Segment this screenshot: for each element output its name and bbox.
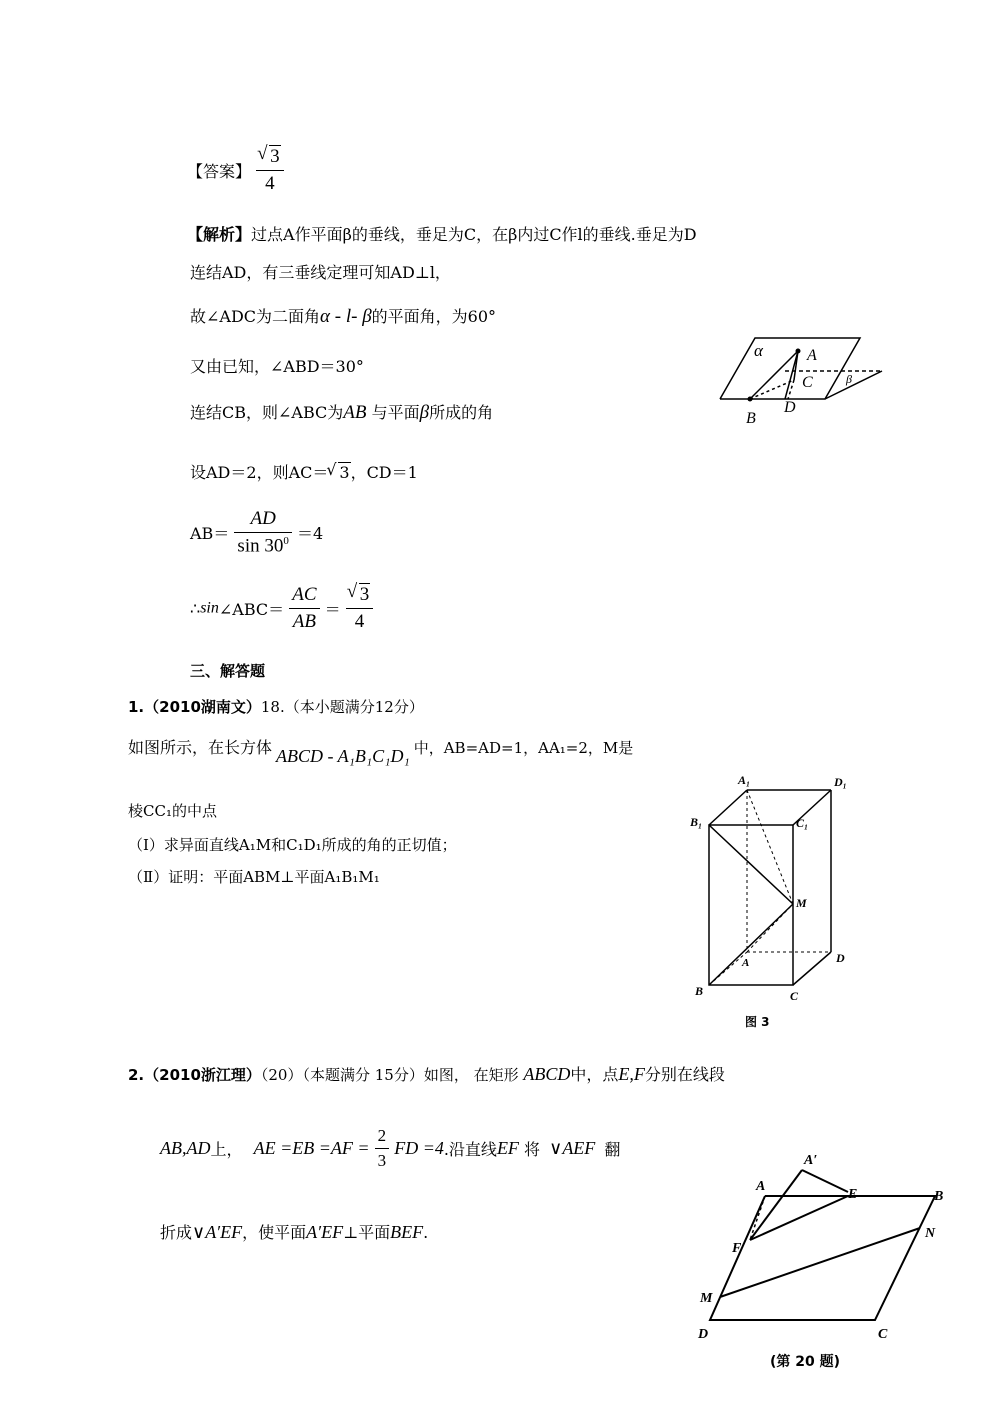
q1-head-rest: 18.（本小题满分12分） <box>260 698 424 716</box>
label-beta: β <box>846 372 852 386</box>
plane-alpha <box>720 338 860 399</box>
analysis-text-1: 过点A作平面β的垂线，垂足为C，在β内过C作l的垂线.垂足为D <box>251 225 697 244</box>
label-d: D <box>836 951 845 965</box>
q2-folded-triangle: ∨A′EF <box>192 1222 243 1242</box>
q1-head: 1.（2010湖南文） <box>128 698 261 716</box>
q1-cuboid: ABCD - A₁B₁C₁D₁ <box>276 746 410 766</box>
analysis-text-5e: 所成的角 <box>429 403 494 422</box>
analysis-frac7-sup: 0 <box>283 535 289 547</box>
analysis-frac8-den: AB <box>289 608 319 633</box>
analysis-text-3a: 故∠ADC为二面角 <box>190 307 321 326</box>
analysis-dihedral: α - l- β <box>320 306 372 327</box>
label-a: A <box>742 957 750 969</box>
label-m: M <box>796 896 807 910</box>
answer-den: 4 <box>256 170 284 195</box>
analysis-frac-8 <box>289 584 319 633</box>
analysis-frac7-den: sin 30 <box>237 535 284 557</box>
analysis-line-3 <box>190 304 496 328</box>
q2-line-2 <box>160 1126 620 1171</box>
label-b1: B₁ <box>690 815 703 829</box>
analysis-eq: ＝ <box>324 600 341 619</box>
label-c: C <box>790 989 799 1003</box>
analysis-text-6a: 设AD＝2，则AC＝ <box>190 463 329 482</box>
label-n: N <box>925 1226 936 1241</box>
analysis-text-6c: ，CD＝1 <box>350 463 418 482</box>
q2-ef: E,F <box>618 1064 645 1084</box>
analysis-text-8c: ∠ABC＝ <box>218 600 285 619</box>
label-c: C <box>802 374 813 391</box>
q2-plane-bef: BEF <box>390 1222 424 1242</box>
q2-fd: FD =4 <box>394 1138 444 1158</box>
label-b: B <box>934 1189 944 1204</box>
label-c: C <box>878 1327 888 1342</box>
q1-heading <box>128 696 424 717</box>
q2-text-2i: 翻 <box>604 1140 621 1159</box>
label-a1: A₁ <box>738 773 751 787</box>
q2-text-3e: ⊥平面 <box>343 1223 391 1242</box>
analysis-ab: AB <box>343 402 367 423</box>
analysis-line-4: 又由已知，∠ABD＝30° <box>190 357 364 376</box>
analysis-line-1 <box>187 222 697 245</box>
label-f: F <box>732 1241 742 1256</box>
point-b <box>748 397 753 402</box>
q1-text-1a: 如图所示，在长方体 <box>128 738 273 757</box>
segment-ef <box>750 1196 848 1240</box>
q2-line-ef: EF <box>496 1138 519 1158</box>
q2-plane-aef: A′EF <box>306 1222 344 1242</box>
cuboid-front <box>709 825 793 985</box>
q1-line-4: （Ⅱ）证明：平面ABM⊥平面A₁B₁M₁ <box>128 868 380 886</box>
segment-a-prime-e <box>802 1170 848 1192</box>
q1-text-1c: 中，AB=AD=1，AA₁=2，M是 <box>413 739 634 757</box>
label-d1: D₁ <box>834 775 847 789</box>
label-a: A <box>807 347 817 364</box>
q2-head: 2.（2010浙江理） <box>128 1066 261 1084</box>
analysis-line-6 <box>190 460 418 483</box>
figure-dihedral <box>710 330 900 440</box>
figure-fold <box>690 1140 960 1380</box>
rectangle-abcd <box>710 1196 935 1320</box>
q1-line-3: （Ⅰ）求异面直线A₁M和C₁D₁所成的角的正切值； <box>128 836 457 854</box>
q2-text-1e: 分别在线段 <box>644 1065 725 1084</box>
q1-line-1 <box>128 735 634 766</box>
edge-cd <box>793 952 831 985</box>
q2-equation: AE =EB =AF = <box>253 1138 370 1158</box>
label-m: M <box>700 1291 713 1306</box>
q2-text-2e: .沿直线 <box>443 1140 497 1159</box>
label-b: B <box>695 984 704 998</box>
answer-num: 3 <box>270 146 280 167</box>
q2-text-2g: 将 <box>524 1140 541 1159</box>
segment-bm <box>709 904 793 985</box>
label-alpha: α <box>754 341 763 360</box>
analysis-line-2: 连结AD，有三垂线定理可知AD⊥l， <box>190 263 451 282</box>
q2-text-2b: 上， <box>210 1140 243 1159</box>
label-a: A <box>756 1179 766 1194</box>
analysis-label: 【解析】 <box>187 225 252 244</box>
label-e: E <box>848 1187 858 1202</box>
edge-b1a1 <box>709 790 747 825</box>
answer-line <box>187 146 284 195</box>
analysis-text-3c: 的平面角，为60° <box>371 307 497 326</box>
q2-frac-den: 3 <box>375 1148 390 1171</box>
section-title: 三、解答题 <box>190 662 266 680</box>
segment-am <box>747 904 793 952</box>
analysis-line-8 <box>190 584 373 633</box>
label-d: D <box>784 399 796 416</box>
q2-text-1c: 中，点 <box>570 1065 619 1084</box>
q2-text-3c: ，使平面 <box>242 1223 307 1242</box>
analysis-text-5c: 与平面 <box>371 403 420 422</box>
answer-label: 【答案】 <box>187 162 252 181</box>
label-c1: C₁ <box>796 816 809 830</box>
answer-fraction <box>256 146 284 195</box>
analysis-frac8r-num: 3 <box>359 584 370 605</box>
analysis-sin: sin <box>200 599 219 617</box>
analysis-beta: β <box>419 402 430 423</box>
q2-heading <box>128 1062 725 1085</box>
q2-triangle: ∨AEF <box>549 1138 596 1158</box>
figure-cuboid <box>690 770 860 1035</box>
analysis-frac-8r <box>346 584 374 633</box>
q2-line-3 <box>160 1220 428 1243</box>
label-d: D <box>698 1327 709 1342</box>
q2-abad: AB,AD <box>160 1138 211 1158</box>
point-a <box>796 349 801 354</box>
figure-caption: 图 3 <box>745 1015 770 1029</box>
analysis-line-7 <box>190 508 323 557</box>
segment-b1m <box>709 825 793 904</box>
analysis-frac8r-den: 4 <box>346 608 374 633</box>
q2-text-3a: 折成 <box>160 1223 193 1242</box>
figure-caption-20: (第 20 题) <box>770 1354 841 1370</box>
q2-fraction <box>375 1126 390 1171</box>
q2-frac-num: 2 <box>377 1126 387 1145</box>
label-a-prime: A′ <box>804 1153 818 1168</box>
analysis-therefore: ∴ <box>190 599 201 618</box>
analysis-text-7a: AB＝ <box>190 524 230 544</box>
analysis-sqrt3: 3 <box>339 463 350 482</box>
analysis-frac-7 <box>234 508 291 557</box>
q1-line-2: 棱CC₁的中点 <box>128 802 217 820</box>
q2-text-3g: . <box>423 1223 429 1242</box>
q2-head-rest: （20）（本题满分 15分）如图， 在矩形 <box>260 1066 519 1084</box>
analysis-frac7-num: AD <box>250 508 276 529</box>
segment-a1m <box>747 790 793 904</box>
analysis-text-7b: ＝4 <box>296 524 324 544</box>
analysis-text-5a: 连结CB，则∠ABC为 <box>190 403 344 422</box>
q2-abcd: ABCD <box>523 1064 571 1084</box>
analysis-frac8-num: AC <box>292 584 317 605</box>
analysis-line-5 <box>190 400 493 424</box>
label-b: B <box>746 410 756 427</box>
